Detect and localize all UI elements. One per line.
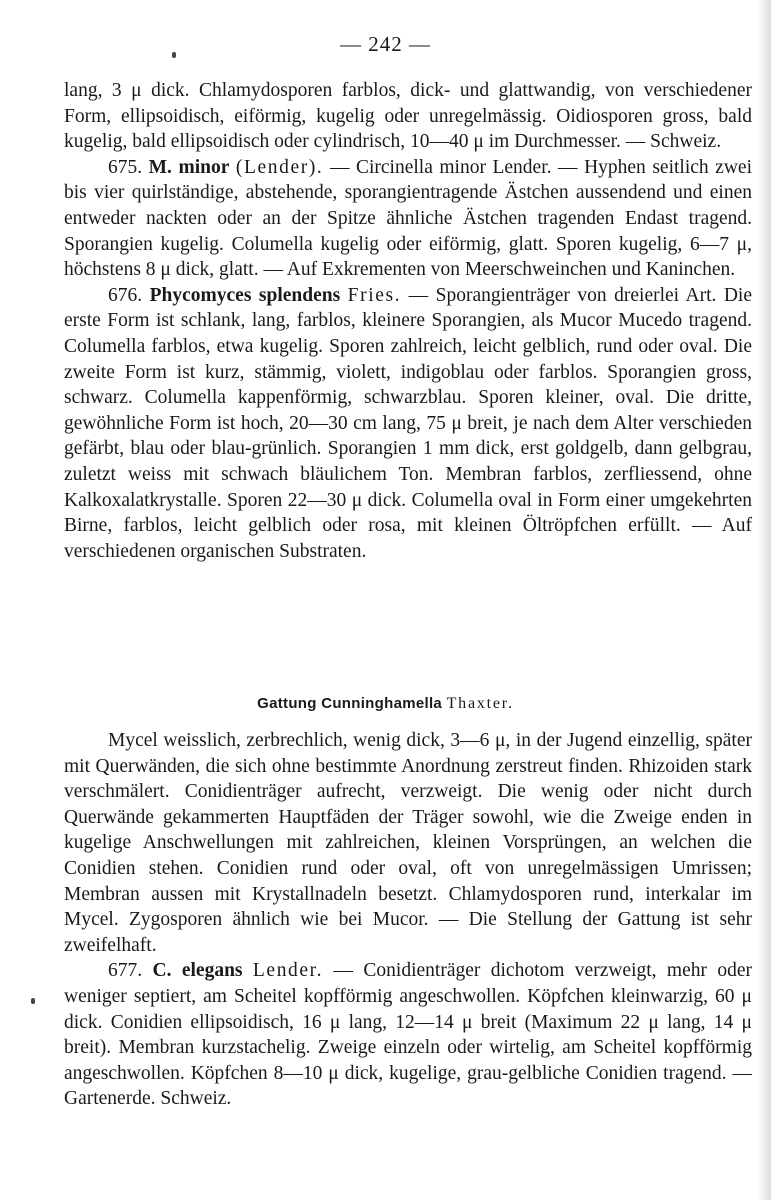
species-entry-677: [64, 958, 752, 1112]
species-name: C. elegans: [152, 960, 243, 982]
continuation-paragraph: lang, 3 μ dick. Chlamydosporen farblos, dick- und glattwandig, von verschiedener Form, ellipsoidisch, eiförmig, kugelig oder unregelmässig. Oidiosporen gross, bald kugelig, bald ellipsoidisch oder cylindrisch, 10—40 μ im Durchmesser. — Schweiz.: [64, 80, 752, 153]
entry-number: 677.: [108, 960, 143, 982]
ink-speck: [31, 998, 35, 1004]
species-name: M. minor: [148, 156, 230, 178]
species-description: — Sporangienträger von dreierlei Art. Die erste Form ist schlank, lang, farblos, kleinere Sporangien, als Mucor Mucedo tragend. Columella farblos, etwa kugelig. Sporen zahlreich, leicht gelblich, rund oder oval. Die zweite Form ist kurz, stämmig, violett, indigoblau oder farblos. Sporangien gross, schwarz. Columella kappenförmig, schwarzblau. Sporen kleiner, oval. Die dritte, gewöhnliche Form ist hoch, 20—30 cm lang, 75 μ breit, je nach dem Alter verschieden gefärbt, blau oder blau-grünlich. Sporangien 1 mm dick, erst goldgelb, dann gelbgrau, zuletzt weiss mit schwach bläulichem Ton. Membran farblos, zerfliessend, ohne Kalkoxalatkrystalle. Sporen 22—30 μ dick. Columella oval in Form einer umgekehrten Birne, farblos, leicht gelblich oder rosa, mit kleinen Öltröpfchen erfüllt. — Auf verschiedenen organischen Substraten.: [64, 284, 752, 562]
genus-heading: [0, 692, 771, 713]
species-description: — Conidienträger dichotom verzweigt, mehr oder weniger septiert, am Scheitel kopfförmig angeschwollen. Köpfchen kleinwarzig, 60 μ dick. Conidien ellipsoidisch, 16 μ lang, 12—14 μ breit (Maximum 22 μ lang, 14 μ breit). Membran kurzstachelig. Zweige einzeln oder wirtelig, am Scheitel kopfförmig angeschwollen. Köpfchen 8—10 μ dick, kugelige, grau-gelbliche Conidien tragend. — Gartenerde. Schweiz.: [64, 960, 753, 1110]
top-text-block: [64, 78, 752, 564]
entry-number: 676.: [108, 284, 143, 306]
species-author: Lender.: [252, 960, 324, 982]
genus-name: Gattung Cunninghamella: [257, 695, 443, 712]
species-entry-675: [64, 155, 752, 283]
species-entry-676: [64, 283, 752, 565]
genus-description: Mycel weisslich, zerbrechlich, wenig dick, 3—6 μ, in der Jugend einzellig, später mit Querwänden, die sich ohne bestimmte Anordnung zerstreut finden. Rhizoiden stark verschmälert. Conidienträger aufrecht, verzweigt. Die wenig oder nicht durch Querwände gekammerten Hauptfäden der Träger sowohl, wie die Zweige enden in kugelige Anschwellungen mit zahlreichen, kleinen Vorsprüngen, an welchen die Conidien stehen. Conidien rund oder oval, oft von unregelmässigen Umrissen; Membran aussen mit Krystallnadeln besetzt. Chlamydosporen rund, interkalar im Mycel. Zygosporen ähnlich wie bei Mucor. — Die Stellung der Gattung ist sehr zweifelhaft.: [64, 730, 752, 956]
species-author: (Lender).: [235, 156, 324, 178]
bottom-text-block: [64, 728, 752, 1112]
species-description: — Circinella minor Lender. — Hyphen seitlich zwei bis vier quirlständige, abstehende, sporangientragende Ästchen aussendend und einen entweder nackten oder an der Spitze ähnliche Ästchen tragenden Endast tragend. Sporangien kugelig. Columella kugelig oder eiförmig, glatt. Sporen kugelig, 6—7 μ, höchstens 8 μ dick, glatt. — Auf Exkrementen von Meerschweinchen und Kaninchen.: [64, 156, 752, 281]
species-name: Phycomyces splendens: [149, 284, 341, 306]
species-author: Fries.: [347, 284, 402, 306]
genus-author: Thaxter.: [446, 695, 514, 712]
entry-number: 675.: [108, 156, 143, 178]
page-number: — 242 —: [340, 32, 431, 56]
page-edge-shadow: [757, 0, 771, 1200]
